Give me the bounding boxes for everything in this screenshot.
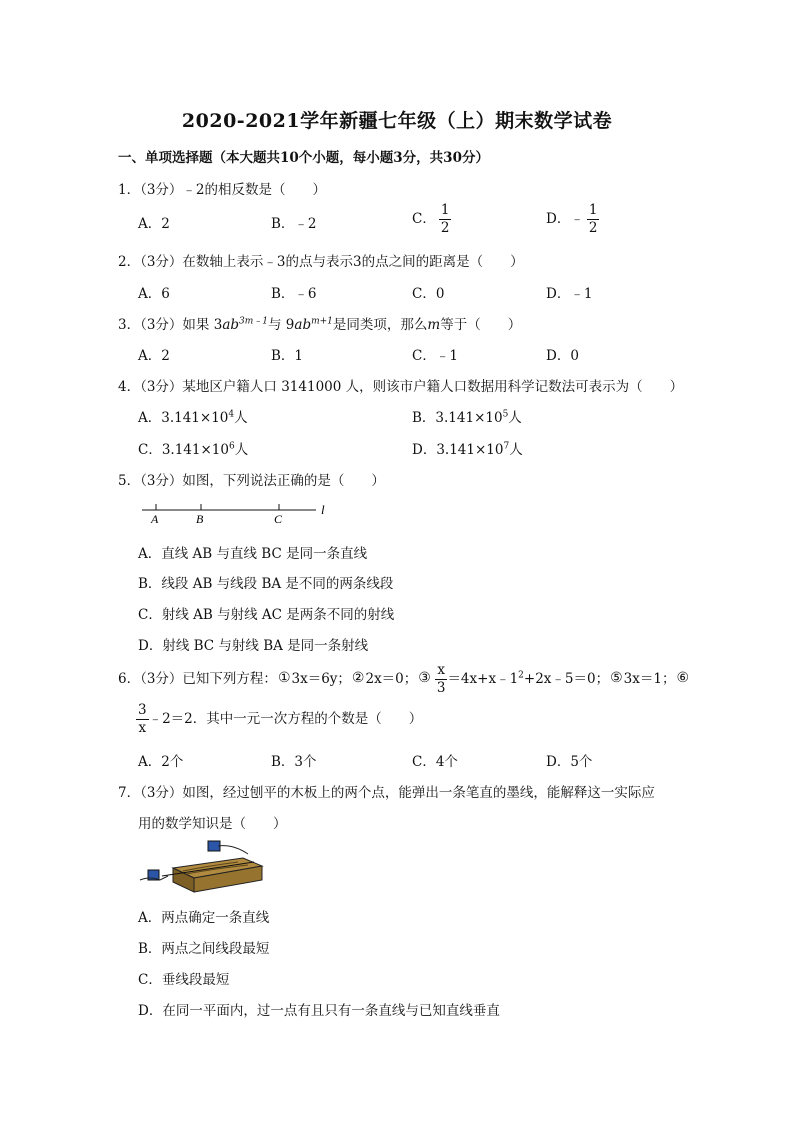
q6-eq3-rest: ＝4x+x﹣1 xyxy=(447,671,519,687)
fraction-denominator: 2 xyxy=(440,219,450,236)
fraction-numerator: 1 xyxy=(588,202,598,218)
q1-option-b: B．﹣2 xyxy=(271,216,317,232)
fraction-numerator: 1 xyxy=(440,202,450,218)
q4-a-unit: 人 xyxy=(234,410,248,426)
question-7-stem-line1: 7．（3分）如图，经过刨平的木板上的两个点，能弹出一条笔直的墨线，能解释这一实际应 xyxy=(118,785,655,801)
q4-c-exponent: 6 xyxy=(228,441,235,452)
q3-stem-mid2: 是同类项，那么 xyxy=(332,317,428,333)
label-b: B xyxy=(196,512,204,526)
q2-option-d: D．﹣1 xyxy=(546,286,593,302)
q3-option-d: D．0 xyxy=(546,348,579,364)
q6-option-c: C．4个 xyxy=(412,754,458,770)
label-l: l xyxy=(321,502,325,517)
q5-option-c: C．射线 AB 与射线 AC 是两条不同的射线 xyxy=(138,607,395,623)
q6-eq5: 3x＝1； xyxy=(623,671,676,687)
q7-board-illustration xyxy=(138,836,268,896)
q5-option-a: A．直线 AB 与直线 BC 是同一条直线 xyxy=(138,546,368,562)
q3-term2-var: ab xyxy=(294,317,312,333)
q6-eq5-mark: ⑤ xyxy=(610,670,623,686)
q7-option-b: B．两点之间线段最短 xyxy=(138,941,270,957)
q3-stem-mid: 与 9 xyxy=(268,317,295,333)
q7-option-c: C．垂线段最短 xyxy=(138,972,230,988)
q4-c-unit: 人 xyxy=(234,442,249,458)
q4-c-base: C．3.141×10 xyxy=(138,442,229,458)
question-5-stem: 5．（3分）如图，下列说法正确的是（ ） xyxy=(118,473,385,489)
q6-option-d: D．5个 xyxy=(546,754,593,770)
q5-line-figure xyxy=(138,498,338,528)
q6-eq3-mark: ③ xyxy=(418,670,431,686)
q1-option-d-label: D．﹣ xyxy=(546,211,584,227)
q4-option-a xyxy=(138,406,248,426)
q6-eq1-mark: ① xyxy=(277,670,291,686)
q1-option-c xyxy=(412,204,451,235)
q6-option-b: B．3个 xyxy=(271,754,317,770)
q4-d-exponent: 7 xyxy=(503,441,510,452)
q4-option-d xyxy=(412,438,523,458)
q7-option-a: A．两点确定一条直线 xyxy=(138,910,270,926)
q6-stem-prefix: 6．（3分）已知下列方程： xyxy=(118,671,277,687)
question-2-stem: 2．（3分）在数轴上表示﹣3的点与表示3的点之间的距离是（ ） xyxy=(118,254,524,270)
fraction-denominator: x xyxy=(138,719,147,736)
question-6-stem-line2 xyxy=(118,704,422,735)
question-4-stem: 4．（3分）某地区户籍人口 3141000 人，则该市户籍人口数据用科学记数法可表示为（ ） xyxy=(118,379,684,395)
q4-a-exponent: 4 xyxy=(228,409,235,420)
q6-eq2: 2x＝0； xyxy=(365,671,418,687)
section-heading: 一、单项选择题（本大题共10个小题，每小题3分，共30分） xyxy=(118,150,489,166)
q4-b-exponent: 5 xyxy=(502,409,509,420)
q7-option-d: D．在同一平面内，过一点有且只有一条直线与已知直线垂直 xyxy=(138,1003,500,1019)
fraction-numerator: 3 xyxy=(138,702,147,718)
fraction-denominator: 2 xyxy=(588,219,598,236)
q1-option-c-label: C． xyxy=(412,211,436,227)
q4-d-unit: 人 xyxy=(509,442,523,458)
q6-eq3-exponent: 2 xyxy=(518,670,524,681)
q3-stem-suffix: 等于（ ） xyxy=(440,317,522,333)
q6-eq6-rest: ﹣2＝2．其中一元一次方程的个数是（ ） xyxy=(148,711,423,727)
fraction-denominator: 3 xyxy=(436,679,446,696)
q1-option-a: A．2 xyxy=(138,216,170,232)
q2-option-c: C．0 xyxy=(412,286,445,302)
question-1-stem: 1．（3分）﹣2的相反数是（ ） xyxy=(118,182,327,198)
q3-option-a: A．2 xyxy=(138,348,170,364)
q6-eq1: 3x＝6y； xyxy=(291,671,351,687)
q2-option-a: A．6 xyxy=(138,286,170,302)
q4-d-base: D．3.141×10 xyxy=(412,442,504,458)
q3-term1-var: ab xyxy=(222,317,240,333)
q4-a-base: A．3.141×10 xyxy=(138,410,229,426)
question-3-stem xyxy=(118,313,521,333)
q3-option-b: B．1 xyxy=(271,348,304,364)
q5-option-d: D．射线 BC 与射线 BA 是同一条射线 xyxy=(138,638,369,654)
label-c: C xyxy=(274,512,283,526)
q1-option-c-fraction xyxy=(439,204,452,235)
q6-eq3-fraction xyxy=(435,664,448,695)
q6-option-a: A．2个 xyxy=(138,754,184,770)
q3-term2-exponent: m+1 xyxy=(311,316,333,327)
q5-option-b: B．线段 AB 与线段 BA 是不同的两条线段 xyxy=(138,576,394,592)
q2-option-b: B．﹣6 xyxy=(271,286,317,302)
q3-term1-exponent: 3m﹣1 xyxy=(239,316,269,327)
fraction-numerator: x xyxy=(435,664,448,680)
q4-option-c xyxy=(138,438,248,458)
question-7-stem-line2: 用的数学知识是（ ） xyxy=(138,816,287,832)
q6-eq2-mark: ② xyxy=(351,670,365,686)
q1-option-d xyxy=(546,204,599,235)
q4-b-base: B．3.141×10 xyxy=(412,410,503,426)
q6-eq6-mark: ⑥ xyxy=(676,670,690,686)
hand-outline xyxy=(218,846,248,854)
q3-stem-prefix: 3．（3分）如果 3 xyxy=(118,317,223,333)
q6-eq6-fraction xyxy=(136,704,149,735)
label-a: A xyxy=(151,512,159,526)
q4-option-b xyxy=(412,406,522,426)
q1-option-d-fraction xyxy=(587,204,600,235)
q3-var-m: m xyxy=(427,317,441,333)
page-title: 2020-2021学年新疆七年级（上）期末数学试卷 xyxy=(181,110,613,132)
q6-eq3-tail: +2x﹣5＝0； xyxy=(523,671,610,687)
question-6-stem xyxy=(118,664,690,695)
q3-option-c: C．﹣1 xyxy=(412,348,458,364)
q4-b-unit: 人 xyxy=(508,410,522,426)
